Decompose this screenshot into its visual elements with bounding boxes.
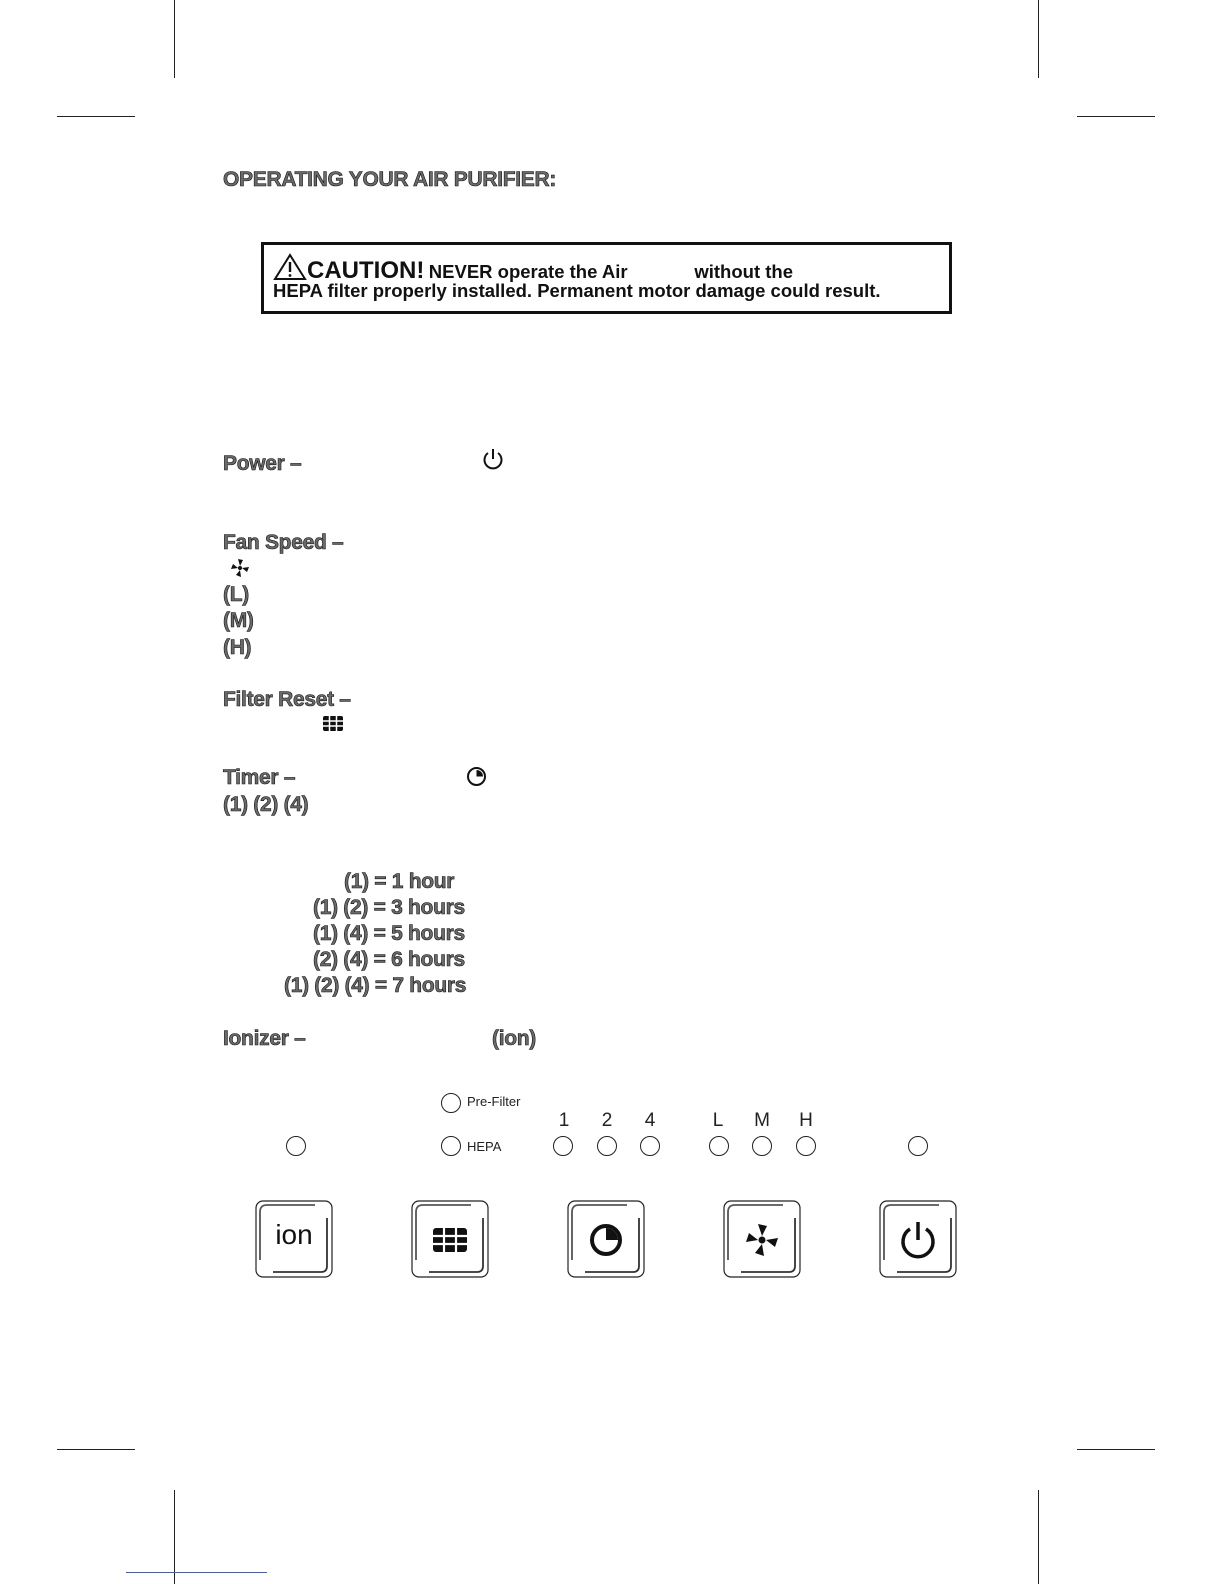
timer-button[interactable] <box>567 1200 645 1278</box>
speed-low-indicator-light <box>709 1136 729 1156</box>
page-title: OPERATING YOUR AIR PURIFIER: <box>223 168 557 191</box>
speed-label-low: L <box>712 1110 724 1131</box>
timer-label: Timer – <box>223 766 296 789</box>
fan-speed-button[interactable] <box>723 1200 801 1278</box>
power-label: Power – <box>223 452 302 475</box>
fan-speed-label: Fan Speed – <box>223 531 344 554</box>
timer-label-2: 2 <box>601 1110 613 1131</box>
caution-text-2: HEPA filter properly installed. Permanent motor damage could result. <box>273 280 881 301</box>
filter-grid-icon <box>433 1228 467 1252</box>
fan-speed-medium: (M) <box>223 609 254 632</box>
hepa-label: HEPA <box>467 1139 502 1154</box>
filter-reset-label: Filter Reset – <box>223 688 351 711</box>
warning-triangle-icon <box>273 253 307 281</box>
prefilter-label: Pre-Filter <box>467 1094 521 1109</box>
speed-label-medium: M <box>754 1110 770 1131</box>
timer-combo-1: (1) = 1 hour <box>344 870 455 893</box>
timer-label-1: 1 <box>558 1110 570 1131</box>
timer-combo-4: (2) (4) = 6 hours <box>313 948 465 971</box>
crop-mark <box>57 116 135 117</box>
timer-4-indicator-light <box>640 1136 660 1156</box>
timer-combo-2: (1) (2) = 3 hours <box>313 896 465 919</box>
fan-icon <box>229 557 251 584</box>
timer-label-4: 4 <box>644 1110 656 1131</box>
caution-text-1: NEVER operate the Air without the <box>428 261 793 282</box>
power-button[interactable] <box>879 1200 957 1278</box>
timer-combo-5: (1) (2) (4) = 7 hours <box>284 974 467 997</box>
caution-box <box>261 242 952 314</box>
crop-mark <box>174 1490 175 1584</box>
speed-label-high: H <box>799 1110 813 1131</box>
crop-mark <box>1077 116 1155 117</box>
filter-grid-icon <box>322 715 344 737</box>
crop-mark <box>1038 1490 1039 1584</box>
hepa-indicator-light <box>441 1136 461 1156</box>
caution-heading: CAUTION! <box>307 257 425 284</box>
timer-combo-3: (1) (4) = 5 hours <box>313 922 465 945</box>
fan-speed-high: (H) <box>223 636 252 659</box>
clock-icon <box>466 766 487 792</box>
prefilter-indicator-light <box>441 1093 461 1113</box>
speed-medium-indicator-light <box>752 1136 772 1156</box>
power-indicator-light <box>908 1136 928 1156</box>
power-icon <box>481 447 505 476</box>
filter-reset-button[interactable] <box>411 1200 489 1278</box>
timer-buttons: (1) (2) (4) <box>223 793 309 816</box>
speed-high-indicator-light <box>796 1136 816 1156</box>
ion-indicator-light <box>286 1136 306 1156</box>
crop-mark <box>1038 0 1039 78</box>
crop-mark <box>1077 1449 1155 1450</box>
timer-1-indicator-light <box>553 1136 573 1156</box>
fan-speed-low: (L) <box>223 583 249 606</box>
crop-mark <box>57 1449 135 1450</box>
ion-button-label: ion <box>275 1219 313 1250</box>
ionizer-button-ref: (ion) <box>492 1027 536 1050</box>
ion-button[interactable] <box>255 1200 333 1278</box>
crop-mark <box>174 0 175 78</box>
ionizer-label: Ionizer – <box>223 1027 306 1050</box>
page-rule <box>126 1572 267 1573</box>
timer-2-indicator-light <box>597 1136 617 1156</box>
